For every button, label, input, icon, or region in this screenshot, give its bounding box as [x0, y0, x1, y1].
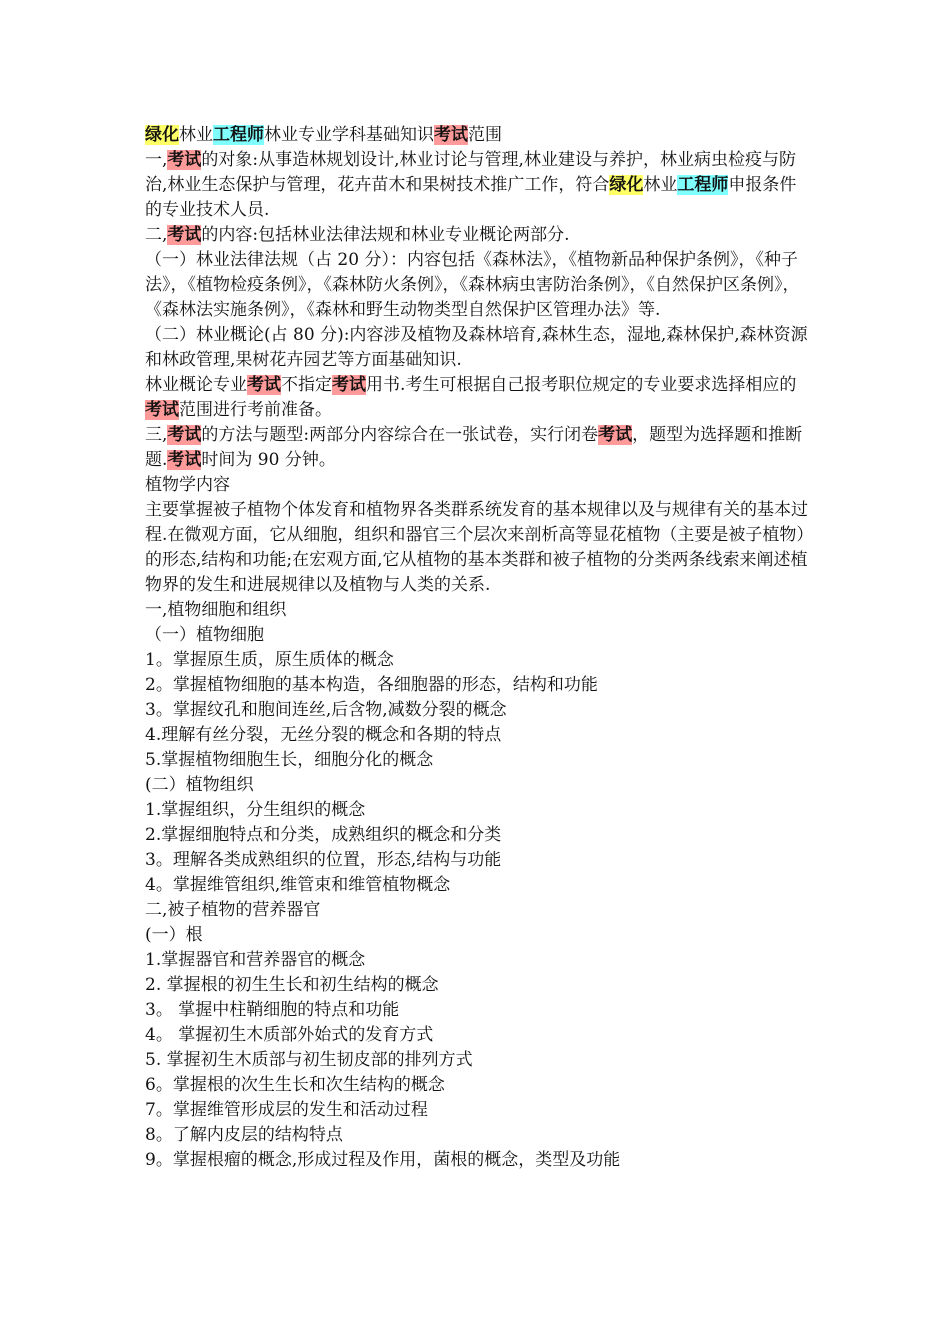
text-run: 8。了解内皮层的结构特点	[145, 1125, 343, 1145]
text-run: 5.掌握植物细胞生长，细胞分化的概念	[145, 750, 434, 770]
highlighted-term: 考试	[167, 150, 202, 170]
text-run: 6。掌握根的次生生长和次生结构的概念	[145, 1075, 445, 1095]
text-run: 1.掌握器官和营养器官的概念	[145, 950, 366, 970]
highlighted-term: 考试	[332, 375, 366, 395]
text-run: 9。掌握根瘤的概念,形成过程及作用，菌根的概念，类型及功能	[145, 1150, 621, 1170]
text-run: 林业专业学科基础知识	[264, 125, 434, 145]
paragraph	[145, 623, 810, 648]
text-run: 申报条件的专业技术人员.	[145, 175, 797, 220]
paragraph	[145, 148, 810, 223]
text-run: 时间为 90 分钟。	[201, 450, 336, 470]
text-run: 二,被子植物的营养器官	[145, 900, 321, 920]
highlighted-term: 工程师	[677, 175, 729, 195]
text-run: 1.掌握组织，分生组织的概念	[145, 800, 366, 820]
text-run: ，题型为选择题和推断题.	[145, 425, 803, 470]
text-run: 一,	[145, 150, 168, 170]
paragraph	[145, 923, 810, 948]
paragraph	[145, 598, 810, 623]
document-body	[145, 123, 810, 1173]
paragraph	[145, 473, 810, 498]
paragraph	[145, 898, 810, 923]
text-run: 2.掌握细胞特点和分类，成熟组织的概念和分类	[145, 825, 502, 845]
paragraph	[145, 748, 810, 773]
paragraph	[145, 648, 810, 673]
paragraph	[145, 773, 810, 798]
text-run: 3。掌握纹孔和胞间连丝,后含物,减数分裂的概念	[145, 700, 507, 720]
text-run: 不指定	[281, 375, 332, 395]
highlighted-term: 考试	[167, 450, 202, 470]
paragraph	[145, 498, 810, 598]
text-run: 用书.考生可根据自己报考职位规定的专业要求选择相应的	[366, 375, 797, 395]
paragraph	[145, 673, 810, 698]
paragraph	[145, 1073, 810, 1098]
text-run: （二）林业概论(占 80 分):内容涉及植物及森林培育,森林生态，湿地,森林保护,森林资源和林政管理,果树花卉园艺等方面基础知识.	[145, 325, 808, 370]
paragraph	[145, 823, 810, 848]
paragraph	[145, 1148, 810, 1173]
text-run: 3。 掌握中柱鞘细胞的特点和功能	[145, 1000, 400, 1020]
paragraph	[145, 848, 810, 873]
text-run: 林业	[179, 125, 213, 145]
highlighted-term: 工程师	[213, 125, 264, 145]
paragraph	[145, 423, 810, 473]
text-run: （一）植物细胞	[145, 625, 264, 645]
text-run: 林业	[643, 175, 678, 195]
paragraph	[145, 248, 810, 323]
text-run: 7。掌握维管形成层的发生和活动过程	[145, 1100, 428, 1120]
text-run: 范围进行考前准备。	[179, 400, 332, 420]
highlighted-term: 绿化	[609, 175, 644, 195]
paragraph	[145, 1123, 810, 1148]
text-run: 三,	[145, 425, 168, 445]
text-run: 4。 掌握初生木质部外始式的发育方式	[145, 1025, 434, 1045]
text-run: （一）林业法律法规（占 20 分）：内容包括《森林法》，《植物新品种保护条例》，《种子法》，《植物检疫条例》，《森林防火条例》，《森林病虫害防治条例》，《自然保护区条例》，《森林法实施条例》，《森林和野生动物类型自然保护区管理办法》等.	[145, 250, 800, 320]
text-run: 的内容:包括林业法律法规和林业专业概论两部分.	[201, 225, 570, 245]
paragraph	[145, 873, 810, 898]
paragraph	[145, 223, 810, 248]
paragraph	[145, 798, 810, 823]
text-run: (一）根	[145, 925, 203, 945]
text-run: 的对象:从事造林规划设计,林业讨论与管理,林业建设与养护，林业病虫检疫与防治,林业生态保护与管理，花卉苗木和果树技术推广工作，符合	[145, 150, 796, 195]
highlighted-term: 考试	[167, 425, 202, 445]
highlighted-term: 考试	[434, 125, 468, 145]
paragraph	[145, 123, 810, 148]
text-run: 植物学内容	[145, 475, 230, 495]
paragraph	[145, 1023, 810, 1048]
text-run: 5. 掌握初生木质部与初生韧皮部的排列方式	[145, 1050, 473, 1070]
text-run: 3。理解各类成熟组织的位置，形态,结构与功能	[145, 850, 502, 870]
highlighted-term: 考试	[247, 375, 281, 395]
text-run: 范围	[468, 125, 502, 145]
paragraph	[145, 323, 810, 373]
text-run: 二,	[145, 225, 168, 245]
paragraph	[145, 723, 810, 748]
text-run: 2。掌握植物细胞的基本构造，各细胞器的形态，结构和功能	[145, 675, 598, 695]
highlighted-term: 绿化	[145, 125, 179, 145]
highlighted-term: 考试	[145, 400, 179, 420]
text-run: 林业概论专业	[145, 375, 247, 395]
text-run: 一,植物细胞和组织	[145, 600, 287, 620]
paragraph	[145, 698, 810, 723]
text-run: 4。掌握维管组织,维管束和维管植物概念	[145, 875, 451, 895]
highlighted-term: 考试	[598, 425, 633, 445]
text-run: 2. 掌握根的初生生长和初生结构的概念	[145, 975, 439, 995]
paragraph	[145, 1098, 810, 1123]
text-run: 1。掌握原生质，原生质体的概念	[145, 650, 394, 670]
paragraph	[145, 998, 810, 1023]
text-run: 4.理解有丝分裂，无丝分裂的概念和各期的特点	[145, 725, 502, 745]
highlighted-term: 考试	[167, 225, 202, 245]
paragraph	[145, 948, 810, 973]
paragraph	[145, 973, 810, 998]
paragraph	[145, 1048, 810, 1073]
text-run: (二）植物组织	[145, 775, 254, 795]
text-run: 主要掌握被子植物个体发育和植物界各类群系统发育的基本规律以及与规律有关的基本过程.在微观方面，它从细胞，组织和器官三个层次来剖析高等显花植物（主要是被子植物）的形态,结构和功能;在宏观方面,它从植物的基本类群和被子植物的分类两条线索来阐述植物界的发生和进展规律以及植物与人类的关系.	[145, 500, 808, 595]
paragraph	[145, 373, 810, 423]
text-run: 的方法与题型:两部分内容综合在一张试卷，实行闭卷	[201, 425, 599, 445]
